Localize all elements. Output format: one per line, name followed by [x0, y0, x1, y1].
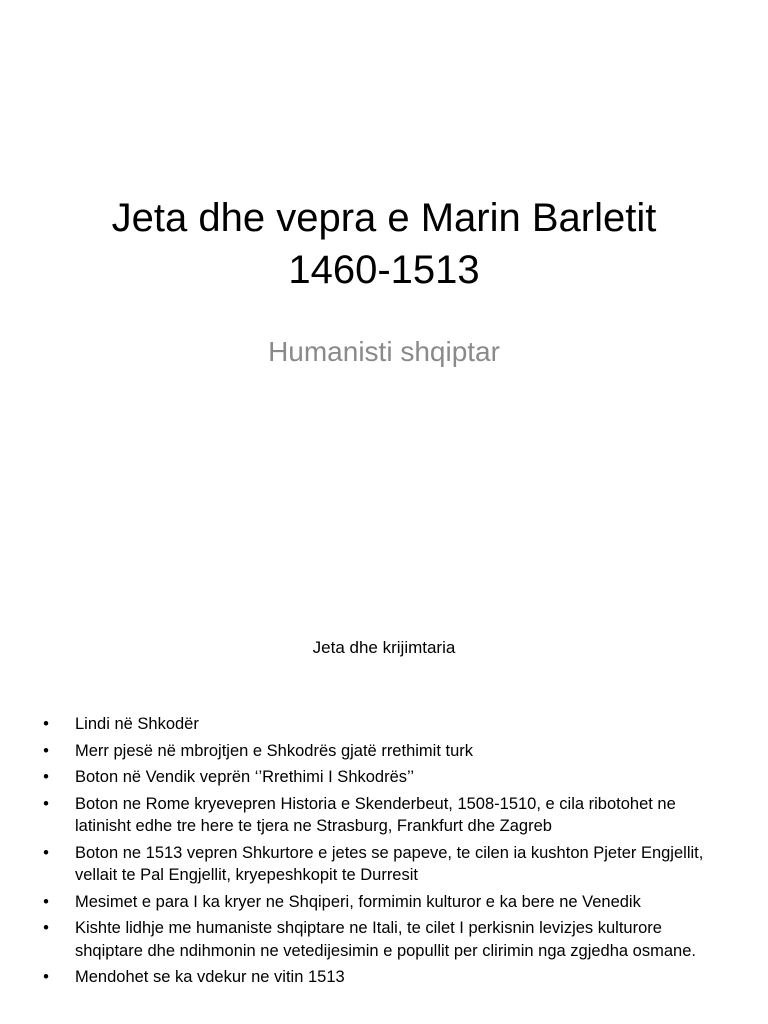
- list-item-text: Lindi në Shkodër: [75, 715, 199, 733]
- slide-subtitle: Humanisti shqiptar: [268, 336, 500, 367]
- bullet-icon: •: [43, 794, 49, 813]
- notes-bullet-list: [40, 713, 730, 993]
- list-item: [40, 740, 730, 763]
- slide-title-line-1: Jeta dhe vepra e Marin Barletit: [111, 196, 657, 240]
- list-item-text: Merr pjesë në mbrojtjen e Shkodrës gjatë rrethimit turk: [75, 741, 473, 760]
- bullet-icon: •: [43, 968, 49, 986]
- bullet-icon: •: [43, 919, 49, 937]
- list-item: [40, 917, 730, 962]
- list-item: [40, 966, 730, 989]
- slide-title: [40, 192, 728, 296]
- slide-title-line-2: 1460-1513: [288, 248, 480, 292]
- list-item-text: Mesimet e para I ka kryer ne Shqiperi, formimin kulturor e ka bere ne Venedik: [75, 892, 641, 911]
- list-item-text: Mendohet se ka vdekur ne vitin 1513: [75, 968, 345, 986]
- bullet-icon: •: [43, 768, 49, 786]
- bullet-icon: •: [43, 715, 49, 733]
- bullet-icon: •: [43, 843, 49, 862]
- list-item: [40, 842, 730, 887]
- list-item-text: Kishte lidhje me humaniste shqiptare ne Itali, te cilet I perkisnin levizjes kulturore shqiptare dhe ndihmonin ne vetedijesimin e popullit per clirimin nga zgjedha osmane.: [75, 919, 696, 960]
- list-item-text: Boton në Vendik veprën ‘’Rrethimi I Shkodrës’’: [75, 768, 415, 786]
- bullet-icon: •: [43, 741, 49, 760]
- list-item: [40, 766, 730, 789]
- list-item: [40, 713, 730, 736]
- list-item: [40, 793, 730, 838]
- notes-heading: Jeta dhe krijimtaria: [312, 638, 456, 657]
- list-item-text: Boton ne Rome kryevepren Historia e Skenderbeut, 1508-1510, e cila ribotohet ne latinisht edhe tre here te tjera ne Strasburg, Frankfurt dhe Zagreb: [75, 794, 676, 835]
- list-item-text: Boton ne 1513 vepren Shkurtore e jetes se papeve, te cilen ia kushton Pjeter Engjellit, vellait te Pal Engjellit, kryepeshkopit te Durresit: [75, 843, 704, 884]
- bullet-icon: •: [43, 892, 49, 911]
- list-item: [40, 891, 730, 914]
